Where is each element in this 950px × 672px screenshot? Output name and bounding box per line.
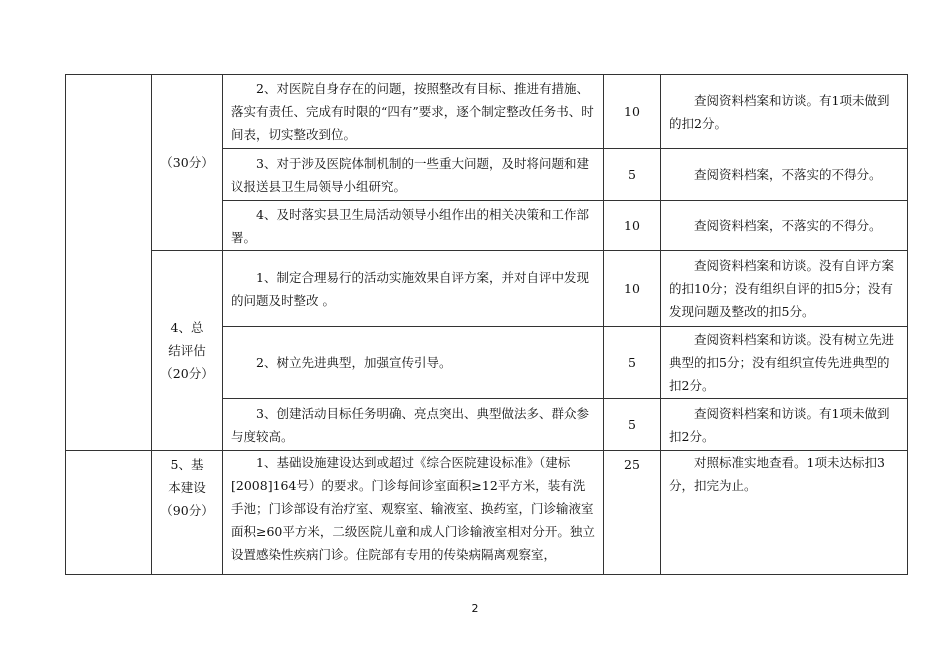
item-description: 4、及时落实县卫生局活动领导小组作出的相关决策和工作部署。 <box>223 201 604 251</box>
table-row <box>66 251 908 327</box>
item-method: 查阅资料档案，不落实的不得分。 <box>661 149 908 201</box>
category-label: 5、基 本建设 （90分） <box>160 457 214 518</box>
table-row <box>66 451 908 575</box>
item-score: 5 <box>604 327 661 399</box>
item-method: 查阅资料档案和访谈。有1项未做到扣2分。 <box>661 399 908 451</box>
item-score: 5 <box>604 399 661 451</box>
item-method: 查阅资料档案和访谈。没有自评方案的扣10分；没有组织自评的扣5分；没有发现问题及整改的扣5分。 <box>661 251 908 327</box>
category-cell <box>152 451 223 575</box>
item-method: 查阅资料档案和访谈。没有树立先进典型的扣5分；没有组织宣传先进典型的扣2分。 <box>661 327 908 399</box>
table-row <box>66 75 908 149</box>
page-number: 2 <box>471 602 479 615</box>
item-description: 1、基础设施建设达到或超过《综合医院建设标准》（建标[2008]164号）的要求。门诊每间诊室面积≥12平方米，装有洗手池；门诊部设有治疗室、观察室、输液室、换药室，门诊输液室面积≥60平方米，二级医院儿童和成人门诊输液室相对分开。独立设置感染性疾病门诊。住院部有专用的传染病隔离观察室， <box>223 451 604 575</box>
item-score: 10 <box>604 75 661 149</box>
item-score: 5 <box>604 149 661 201</box>
item-description: 2、树立先进典型，加强宣传引导。 <box>223 327 604 399</box>
category-label: （30分） <box>160 155 214 170</box>
category-cell <box>152 251 223 451</box>
item-description: 3、对于涉及医院体制机制的一些重大问题，及时将问题和建议报送县卫生局领导小组研究。 <box>223 149 604 201</box>
item-score: 10 <box>604 251 661 327</box>
item-score: 25 <box>604 451 661 575</box>
section-cell-empty <box>66 75 152 451</box>
section-cell-empty <box>66 451 152 575</box>
category-cell <box>152 75 223 251</box>
item-description: 3、创建活动目标任务明确、亮点突出、典型做法多、群众参与度较高。 <box>223 399 604 451</box>
item-method: 查阅资料档案，不落实的不得分。 <box>661 201 908 251</box>
item-description: 1、制定合理易行的活动实施效果自评方案，并对自评中发现的问题及时整改 。 <box>223 251 604 327</box>
item-score: 10 <box>604 201 661 251</box>
category-label: 4、总 结评估 （20分） <box>160 320 214 381</box>
item-method: 查阅资料档案和访谈。有1项未做到的扣2分。 <box>661 75 908 149</box>
item-method: 对照标准实地查看。1项未达标扣3分，扣完为止。 <box>661 451 908 575</box>
evaluation-table <box>65 74 908 575</box>
item-description: 2、对医院自身存在的问题，按照整改有目标、推进有措施、落实有责任、完成有时限的“四有”要求，逐个制定整改任务书、时间表，切实整改到位。 <box>223 75 604 149</box>
